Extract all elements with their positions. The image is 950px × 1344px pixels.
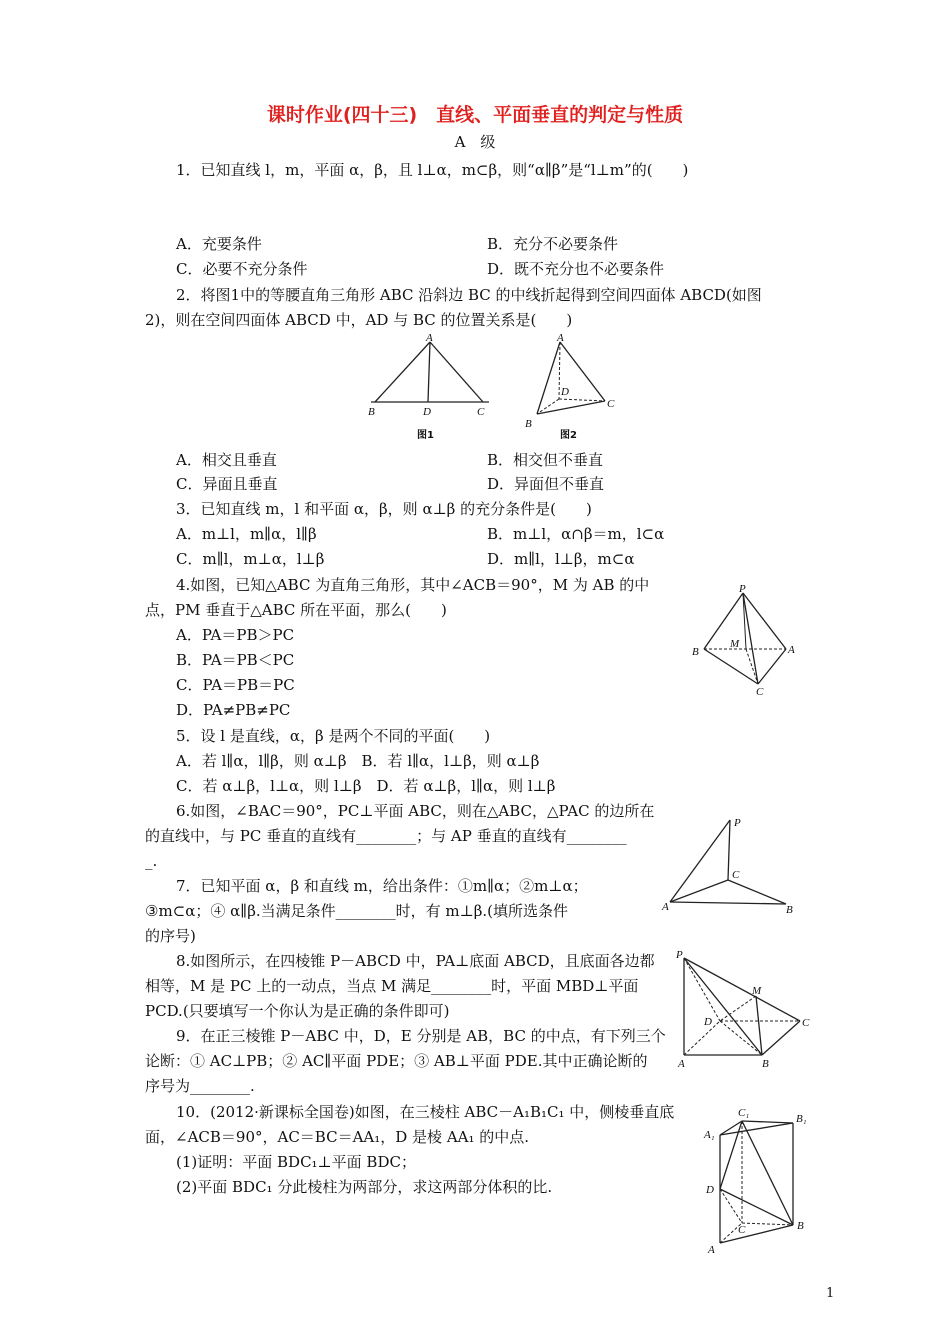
q6-figure bbox=[660, 812, 800, 921]
q3-option-b: B．m⊥l，α∩β＝m，l⊂α bbox=[487, 525, 665, 543]
q1-option-d: D．既不充分也不必要条件 bbox=[487, 260, 665, 278]
q2-option-a: A．相交且垂直 bbox=[176, 451, 277, 469]
q4-label-b: B bbox=[692, 646, 699, 658]
fig1-label-a: A bbox=[426, 332, 433, 344]
q3-option-a: A．m⊥l，m∥α，l∥β bbox=[176, 525, 317, 543]
q6-stem-line2: 的直线中，与 PC 垂直的直线有________；与 AP 垂直的直线有________ bbox=[145, 827, 627, 845]
q3-stem: 3．已知直线 m，l 和平面 α，β，则 α⊥β 的充分条件是( ) bbox=[176, 500, 592, 518]
q1-stem: 1．已知直线 l，m，平面 α，β，且 l⊥α，m⊂β，则“α∥β”是“l⊥m”的( ) bbox=[176, 161, 689, 179]
q8-stem-line3: PCD.(只要填写一个你认为是正确的条件即可) bbox=[145, 1002, 450, 1020]
q10-label-c: C bbox=[738, 1224, 746, 1236]
q8-label-d: D bbox=[704, 1016, 712, 1028]
fig2-caption: 图2 bbox=[560, 430, 577, 441]
fig2-label-c: C bbox=[607, 398, 615, 410]
q5-options-ab: A．若 l∥α，l∥β，则 α⊥β B．若 l∥α，l⊥β，则 α⊥β bbox=[176, 752, 540, 770]
q7-stem-line2: ③m⊂α；④ α∥β.当满足条件________时，有 m⊥β.(填所选条件 bbox=[145, 902, 569, 920]
q3-option-d: D．m∥l，l⊥β，m⊂α bbox=[487, 550, 635, 568]
q6-stem-line3: _. bbox=[145, 852, 158, 870]
q4-option-d: D．PA≠PB≠PC bbox=[176, 701, 291, 719]
q10-stem-line2: 面，∠ACB＝90°，AC＝BC＝AA₁，D 是棱 AA₁ 的中点. bbox=[145, 1128, 530, 1146]
q2-stem-line2: 2)，则在空间四面体 ABCD 中，AD 与 BC 的位置关系是( ) bbox=[145, 311, 573, 329]
page-number: 1 bbox=[826, 1286, 835, 1301]
q8-label-b: B bbox=[762, 1058, 769, 1070]
q2-figures bbox=[365, 332, 635, 449]
q8-label-m: M bbox=[752, 985, 762, 997]
q10-part2: (2)平面 BDC₁ 分此棱柱为两部分，求这两部分体积的比. bbox=[176, 1178, 553, 1196]
q6-label-c: C bbox=[732, 869, 740, 881]
q4-option-b: B．PA＝PB＜PC bbox=[176, 651, 295, 669]
q9-stem-line2: 论断：① AC⊥PB；② AC∥平面 PDE；③ AB⊥平面 PDE.其中正确论断的 bbox=[145, 1052, 648, 1070]
q7-stem-line3: 的序号) bbox=[145, 927, 196, 945]
q10-label-b1: B₁ bbox=[796, 1113, 807, 1125]
level-heading: A 级 bbox=[454, 133, 496, 151]
fig1-label-b: B bbox=[368, 406, 375, 418]
fig1-label-c: C bbox=[477, 406, 485, 418]
q4-label-c: C bbox=[756, 686, 764, 698]
q8-label-p: P bbox=[676, 949, 683, 961]
q6-label-a: A bbox=[662, 901, 669, 913]
fig1-label-d: D bbox=[423, 406, 431, 418]
q6-stem-line1: 6.如图，∠BAC＝90°，PC⊥平面 ABC，则在△ABC，△PAC 的边所在 bbox=[176, 802, 655, 820]
q6-figure-svg bbox=[660, 812, 800, 917]
q9-stem-line1: 9．在正三棱锥 P－ABC 中，D，E 分别是 AB，BC 的中点，有下列三个 bbox=[176, 1027, 666, 1045]
q5-options-cd: C．若 α⊥β，l⊥α，则 l⊥β D．若 α⊥β，l∥α，则 l⊥β bbox=[176, 777, 556, 795]
q4-option-c: C．PA＝PB＝PC bbox=[176, 676, 295, 694]
q4-figure bbox=[690, 585, 800, 704]
q10-figure bbox=[700, 1105, 820, 1264]
q8-label-c: C bbox=[802, 1017, 810, 1029]
q1-option-c: C．必要不充分条件 bbox=[176, 260, 308, 278]
q2-option-b: B．相交但不垂直 bbox=[487, 451, 604, 469]
q10-part1: (1)证明：平面 BDC₁⊥平面 BDC； bbox=[176, 1153, 416, 1171]
q10-stem-line1: 10．(2012·新课标全国卷)如图，在三棱柱 ABC－A₁B₁C₁ 中，侧棱垂直底 bbox=[176, 1103, 675, 1121]
q1-option-b: B．充分不必要条件 bbox=[487, 235, 619, 253]
q8-stem-line2: 相等，M 是 PC 上的一动点，当点 M 满足________时，平面 MBD⊥平面 bbox=[145, 977, 639, 995]
q1-option-a: A．充要条件 bbox=[176, 235, 262, 253]
q8-label-a: A bbox=[678, 1058, 685, 1070]
q10-label-c1: C₁ bbox=[738, 1107, 750, 1119]
q10-label-a: A bbox=[708, 1244, 715, 1256]
q8-figure bbox=[672, 950, 817, 1074]
q10-label-b: B bbox=[797, 1220, 804, 1232]
q8-figure-svg bbox=[672, 950, 817, 1070]
q7-stem-line1: 7．已知平面 α，β 和直线 m，给出条件：①m∥α；②m⊥α； bbox=[176, 877, 588, 895]
q9-stem-line3: 序号为________. bbox=[145, 1077, 255, 1095]
q10-label-a1: A₁ bbox=[704, 1129, 715, 1141]
q2-figure-svg bbox=[365, 332, 635, 445]
q4-label-p: P bbox=[739, 583, 746, 595]
q4-label-a: A bbox=[788, 644, 795, 656]
fig2-label-d: D bbox=[561, 386, 569, 398]
q2-stem-line1: 2．将图1中的等腰直角三角形 ABC 沿斜边 BC 的中线折起得到空间四面体 ABCD(如图 bbox=[176, 286, 762, 304]
q2-option-d: D．异面但不垂直 bbox=[487, 475, 605, 493]
q4-label-m: M bbox=[730, 638, 740, 650]
q10-figure-svg bbox=[700, 1105, 820, 1260]
fig1-caption: 图1 bbox=[417, 430, 434, 441]
q5-stem: 5．设 l 是直线，α，β 是两个不同的平面( ) bbox=[176, 727, 491, 745]
page-title: 课时作业(四十三) 直线、平面垂直的判定与性质 bbox=[266, 104, 684, 126]
q4-stem-line1: 4.如图，已知△ABC 为直角三角形，其中∠ACB＝90°，M 为 AB 的中 bbox=[176, 576, 650, 594]
q3-option-c: C．m∥l，m⊥α，l⊥β bbox=[176, 550, 325, 568]
q4-option-a: A．PA＝PB＞PC bbox=[176, 626, 295, 644]
q6-label-p: P bbox=[734, 817, 741, 829]
q2-option-c: C．异面且垂直 bbox=[176, 475, 278, 493]
fig2-label-b: B bbox=[525, 418, 532, 430]
q8-stem-line1: 8.如图所示，在四棱锥 P－ABCD 中，PA⊥底面 ABCD，且底面各边都 bbox=[176, 952, 655, 970]
q4-figure-svg bbox=[690, 585, 800, 700]
fig2-label-a: A bbox=[557, 332, 564, 344]
q6-label-b: B bbox=[786, 904, 793, 916]
q4-stem-line2: 点，PM 垂直于△ABC 所在平面，那么( ) bbox=[145, 601, 447, 619]
q10-label-d: D bbox=[706, 1184, 714, 1196]
